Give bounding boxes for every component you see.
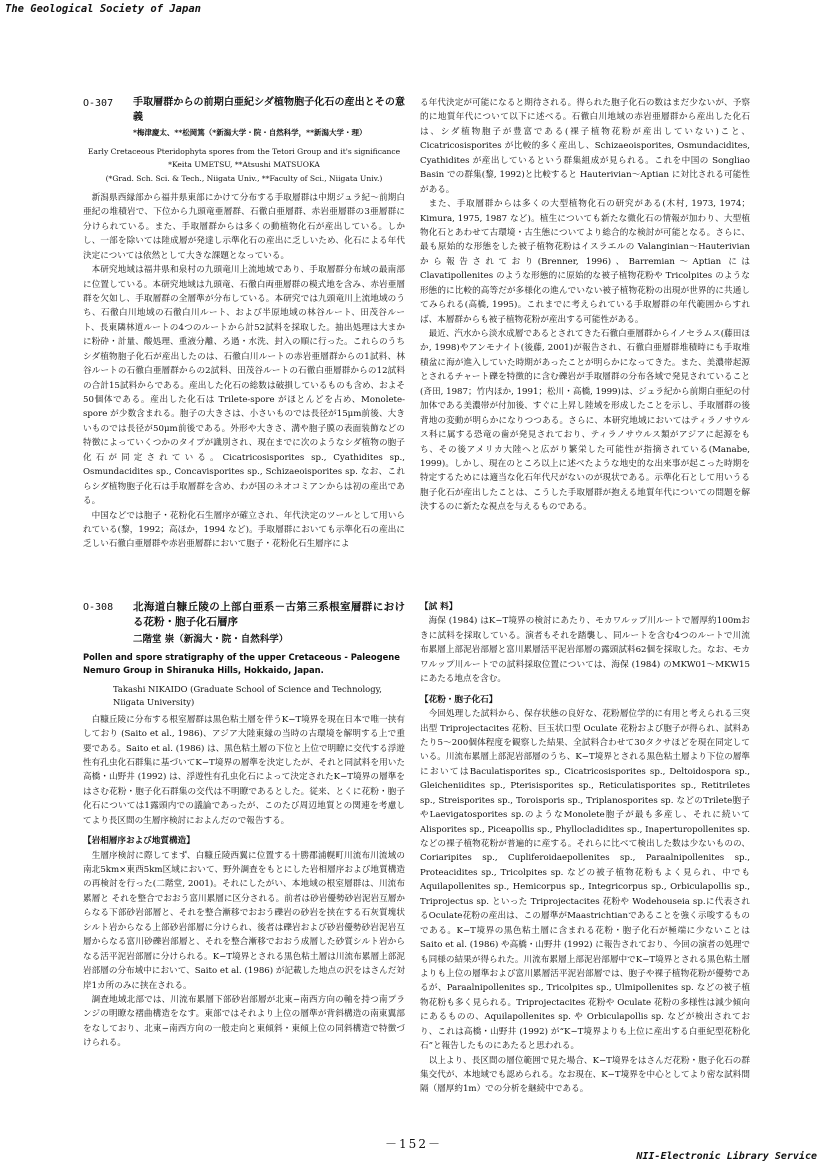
abstract-o308-right [420, 600, 750, 1120]
abstract-o307-right [420, 96, 750, 576]
abstract-number: O-308 [83, 602, 114, 613]
abstract-authors: 二階堂 崇（新潟大・院・自然科学） [133, 634, 289, 646]
paragraph: る年代決定が可能になると期待される。得られた胞子化石の数はまだ少ないが、予察的に地質年代について以下に述べる。石徹白川地域の赤岩亜層群から産出した化石は、シダ植物胞子が豊富である(裸子植物花粉が産出していない)こと、Cicatricosisporites が比較的多く産出し、Schizaeoisporites, Osmundacidites, Cyathidites が産出しているという群集組成が見られる。これを中国の Songliao Basin での群集(黎, 1992)と比較すると Hauterivian〜Aptian に対比される可能性がある。 [420, 98, 750, 195]
paragraph: 新潟県西縁部から福井県東部にかけて分布する手取層群は中期ジュラ紀〜前期白亜紀の堆積岩で、下位から九頭竜亜層群、石徹白亜層群、赤岩亜層群の3亜層群に分けられている。また、手取層群からは多くの動植物化石が産出している。しかし、一部を除いては陸成層が発達し示準化石の産出に乏しいため、化石による年代決定については依然として大きな課題となっている。 [83, 192, 405, 261]
section-heading: 【岩相層序および地質構造】 [83, 836, 195, 847]
paragraph: 最近、汽水から淡水成層であるとされてきた石徹白亜層群からイノセラムス(藤田ほか, 1998)やアンモナイト(後藤, 2001)が報告され、石徹白亜層群堆積時にも手取堆積盆に海が進入していた時期があったことが明らかになってきた。また、美濃帯起源とされるチャート礫を特徴的に含む礫岩が手取層群の分布各域で発見されていること(斉田, 1987；竹内ほか, 1991；松川・高橋, 1999)は、ジュラ紀から前期白亜紀の付加体である美濃帯が付加後、すぐに上昇し陸域を形成したことを示し、手取層群の後背地の変動が明らかになりつつある。さらに、本研究地域においてはティラノサウルス科に属する恐竜の歯が発見されており、ティラノサウルス類がアジアに起源をもち、その後アメリカ大陸へと広がり繁栄した可能性が指摘されている(Manabe, 1999)。しかし、現在のところ以上に述べたような地史的な出来事が起こった時期を特定するためには適当な化石年代尺がないのが現状である。示準化石として用いうる胞子化石が産出したことは、こうした手取層群が抱える地質年代についての問題を解決するのに新たな視点を与えるものである。 [420, 329, 750, 513]
abstract-authors: *梅津慶太、**松岡篤（*新潟大学・院・自然科学，**新潟大学・理） [133, 128, 367, 137]
section-heading: 【試 料】 [420, 602, 458, 612]
paragraph: 本研究地域は福井県和泉村の九頭竜川上流地域であり、手取層群分布域の最南部に位置している。本研究地域は九頭竜、石徹白両亜層群の模式地を含み、赤岩亜層群を欠如し、手取層群の全層準が分布している。本研究では九頭竜川上流地域のうち、石徹白川地域の石徹白川ルート、および半原地域の林谷ルート、田茂谷ルート、長東隣林道ルートの4つのルートから計52試料を採取した。抽出処理は大まかに粉砕・計量、酸処理、重液分離、ろ過・水洗、封入の順に行った。これらのうちシダ植物胞子化石が産出したのは、石徹白川ルートの赤岩亜層群からの1試料、林谷ルートの石徹白亜層群からの2試料、田茂谷ルートの石徹白亜層群からの12試料の合計15試料からである。産出した化石の総数は破損しているものも含め、およそ50個体である。産出した化石は Trilete-spore がほとんどを占め、Monolete-spore が少数含まれる。胞子の大きさは、小さいものでは長径が15μm前後、大きいものでは長径が50μm前後である。外形や大きさ、溝や胞子膜の表面装飾などの特徴によっていくつかのタイプが識別され、現在までに次のようなシダ植物の胞子化石が同定されている。Cicatricosisporites sp., Cyathidites sp., Osmundacidites sp., Concavisporites sp., Schizaeoisporites sp. なお、これらシダ植物胞子化石は手取層群を含め、わが国のネオコミアンからは初の産出である。 [83, 265, 405, 507]
abstract-title-row [83, 600, 405, 630]
library-footer: NII-Electronic Library Service [636, 1151, 817, 1162]
paragraph: 生層序検討に際してまず、白糠丘陵西翼に位置する十勝郡浦幌町川流布川流域の南北5km×東西5km区域において、野外調査をもとにした岩相層序および地質構造の再検討を行った(二階堂, 2001)。それにしたがい、本地域の根室層群は、川流布累層と それを整合でおおう富川累層に区分される。前者は砂岩優勢砂岩泥岩互層からなる下部砂岩部層と、それを整合漸移でおおう礫岩の砂岩を挟在する石灰質塊状シルト岩からなる上部砂岩部層に分けられ、後者は礫岩および砂岩優勢砂岩泥岩互層からなる富川砂礫岩部層と、それを整合漸移でおおう成層した砂質シルト岩からなる活平泥岩部層に分けられる。K−T境界とされる黒色粘土層は川流布累層上部泥岩部層の分布域中において、Saito et al. (1986) が記載した地点の沢をはさんだ対岸1カ所のみに挟在される。 [83, 850, 405, 991]
abstract-title: 手取層群からの前期白亜紀シダ植物胞子化石の産出とその意義 [133, 97, 405, 123]
abstract-o307-left [83, 96, 405, 576]
paragraph: 海保 (1984) はK−T境界の検討にあたり、モカワルップ川ルートで層厚約100mおきに試料を採取している。演者もそれを踏襲し、同ルートを含む4つのルートで川流布累層上部泥岩部層と富川累層活平泥岩部層の露頭試料62個を採取した。なお、モカワルップ川ルートでの試料採取位置については、海保 (1984) のMKW01〜MKW15にあたる地点を含む。 [420, 616, 750, 685]
paragraph: 調査地域北部では、川流布累層下部砂岩部層が北東−南西方向の軸を持つ南プランジの明瞭な褶曲構造をなす。東部ではそれより上位の層準が背斜構造の南東翼部をなしており、北東−南西方向の一般走向と東傾斜・東傾上位の同斜構造で特徴づけられる。 [83, 994, 405, 1049]
paragraph: 今回処理した試料から、保存状態の良好な、花粉層位学的に有用と考えられる三突出型 Triprojectacites 花粉、巨玉状口型 Oculate 花粉および胞子が得られ、試料あたり5〜200個体程度を観察した結果、全試料合わせて30タクサほどを現在同定している。川流布累層上部泥岩部層のうち、K−T境界とされる黒色粘土層より下位の層準においてはBaculatisporites sp., Cicatricosisporites sp., Deltoidospora sp., Gleicheniidites sp., Pterisisporites sp., Reticulatisporites sp., Retitriletes sp., Streisporites sp., Toroisporis sp., Triplanosporites sp. などのTrilete胞子やLaevigatosporites sp.のようなMonolete胞子が最も多産し、それに続いて Alisporites sp., Piceapollis sp., Phyllocladidites sp., Inaperturopollenites sp.などの裸子植物花粉が普遍的に産する。それらに比べて検出した数は少ないものの、Coriaripites sp., Cupliferoidaepollenites sp., Paraalnipollenites sp., Proteacidites sp., Tricolpites sp. などの被子植物花粉もよく見られ、中でもAquilapollenites sp., Hemicorpus sp., Integricorpus sp., Orbiculapollis sp., Triprojectus sp. といった Triprojectacites 花粉や Wodehouseia sp.に代表されるOculate花粉の産出は、この層準がMaastrichtianであることを強く示唆するものである。K−T境界の黒色粘土層に含まれる花粉・胞子化石が極端に少ないことはSaito et al. (1986) や高橋・山野井 (1992) に報告されており、今回の演者の処理でも同様の結果が得られた。川流布累層上部泥岩部層中でK−T境界とされる黒色粘土層よりも上位の層準および富川累層活平泥岩部層では、胞子や裸子植物花粉が優勢であるが、Paraalnipollenites sp., Tricolpites sp., Ulmipollenites sp. などの被子植物花粉も多く見られる。Triprojectacites 花粉や Oculate 花粉の多様性は減少傾向にあるものの、Aquilapollenites sp. や Orbiculapollis sp. などが検出されており、これは高橋・山野井 (1992) が“K−T境界よりも上位に産出する白亜紀型花粉化石”と報告したものにあたると思われる。 [420, 709, 750, 1052]
journal-header: The Geological Society of Japan [5, 3, 201, 15]
paragraph: また、手取層群からは多くの大型植物化石の研究がある(木村, 1973, 1974；Kimura, 1975, 1987 など)。植生についても新たな微化石の情報が加わり、大型植物化石とあわせて古環境・古生態についてより総合的な検討が可能となる。さらに、最も原始的な形態をした被子植物花粉はイスラエルの Valanginian〜Hauterivian から報告されており(Brenner, 1996)、Barremian〜Aptian には Clavatipollenites のような形態的に原始的な被子植物花粉や Tricolpites のような形態的に比較的高等だが多様化の進んでいない被子植物花粉の出現が世界的に共通してみられる(高橋, 1995)。これまでに考えられている手取層群の年代範囲からすれば、本層群からも被子植物花粉が産出する可能性がある。 [420, 199, 750, 325]
english-authors: *Keita UMETSU, **Atsushi MATSUOKA [168, 160, 320, 170]
paragraph: 中国などでは胞子・花粉化石生層序が確立され、年代決定のツールとして用いられている(黎，1992；高ほか，1994 など)。手取層群においても示準化石の産出に乏しい石徹白亜層群や赤岩亜層群において胞子・花粉化石生層序によ [83, 510, 405, 550]
paragraph: 白糠丘陵に分布する根室層群は黒色粘土層を伴うK−T境界を現在日本で唯一挟有しており (Saito et al., 1986)、アジア大陸東縁の当時の古環境を解明する上で重要である。Saito et al. (1986) は、黒色粘土層の下位と上位で明瞭に交代する浮遊性有孔虫化石群集に基づいてK−T境界の層準を決定したが、それと同試料を用いた高橋・山野井 (1992) は、浮遊性有孔虫化石によって決定されたK−T境界の層準をはさむ花粉・胞子化石群集の交代は不明瞭であるとした。従来、とくに花粉・胞子化石については1露頭内での議論であったが、このたび周辺地質との関連を考慮してより長区間の生層序検討におよんだので報告する。 [83, 714, 405, 826]
page-number: －152－ [385, 1137, 442, 1151]
english-affiliation: (*Grad. Sch. Sci. & Tech., Niigata Univ., **Faculty of Sci., Niigata Univ.) [105, 174, 383, 184]
paragraph: 以上より、長区間の層位範囲で見た場合、K−T境界をはさんだ花粉・胞子化石の群集交代が、本地域でも認められる。なお現在、K−T境界を中心としてより密な試料間隔（層厚約1m）での分析を継続中である。 [420, 1055, 750, 1095]
abstract-title: 北海道白糠丘陵の上部白亜系－古第三系根室層群における花粉・胞子化石層序 [133, 601, 405, 629]
section-heading: 【花粉・胞子化石】 [420, 694, 498, 705]
abstract-number: O-307 [83, 98, 114, 109]
english-title: Pollen and spore stratigraphy of the upper Cretaceous - Paleogene Nemuro Group in Shiranuka Hills, Hokkaido, Japan. [83, 652, 400, 676]
english-authors: Takashi NIKAIDO (Graduate School of Science and Technology, Niigata University) [113, 684, 382, 708]
abstract-title-row [83, 96, 405, 125]
english-title: Early Cretaceous Pteridophyta spores from the Tetori Group and it's significance [87, 146, 401, 156]
abstract-o308-left [83, 600, 405, 1120]
